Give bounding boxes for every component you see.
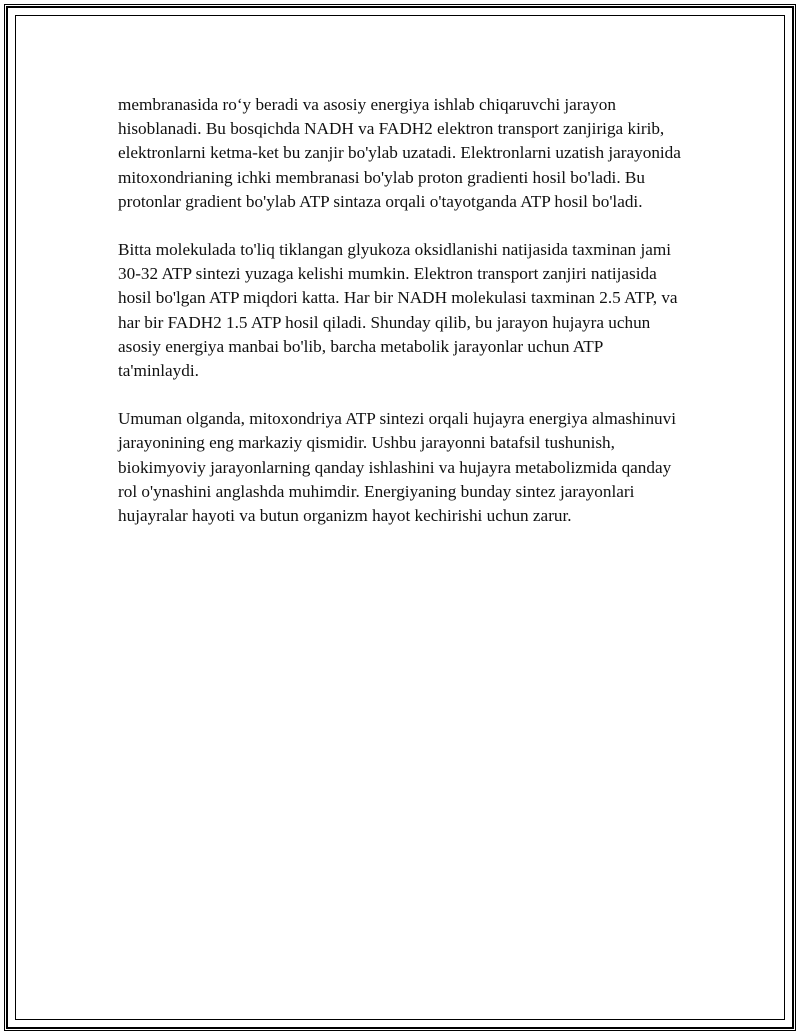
paragraph-2: Bitta molekulada to'liq tiklangan glyukoza oksidlanishi natijasida taxminan jami 30-32 ATP sintezi yuzaga kelishi mumkin. Elektron transport zanjiri natijasida hosil bo'lgan ATP miqdori katta. Har bir NADH molekulasi taxminan 2.5 ATP, va har bir FADH2 1.5 ATP hosil qiladi. Shunday qilib, bu jarayon hujayra uchun asosiy energiya manbai bo'lib, barcha metabolik jarayonlar uchun ATP ta'minlaydi. (118, 240, 678, 381)
paragraph-1: membranasida ro‘y beradi va asosiy energiya ishlab chiqaruvchi jarayon hisoblanadi. Bu bosqichda NADH va FADH2 elektron transport zanjiriga kirib, elektronlarni ketma-ket bu zanjir bo'ylab uzatadi. Elektronlarni uzatish jarayonida mitoxondrianing ichki membranasi bo'ylab proton gradienti hosil bo'ladi. Bu protonlar gradient bo'ylab ATP sintaza orqali o'tayotganda ATP hosil bo'ladi. (118, 95, 681, 211)
paragraph-3: Umuman olganda, mitoxondriya ATP sintezi orqali hujayra energiya almashinuvi jarayonining eng markaziy qismidir. Ushbu jarayonni batafsil tushunish, biokimyoviy jarayonlarning qanday ishlashini va hujayra metabolizmida qanday rol o'ynashini anglashda muhimdir. Energiyaning bunday sintez jarayonlari hujayralar hayoti va butun organizm hayot kechirishi uchun zarur. (118, 409, 676, 526)
document-body (118, 93, 683, 552)
